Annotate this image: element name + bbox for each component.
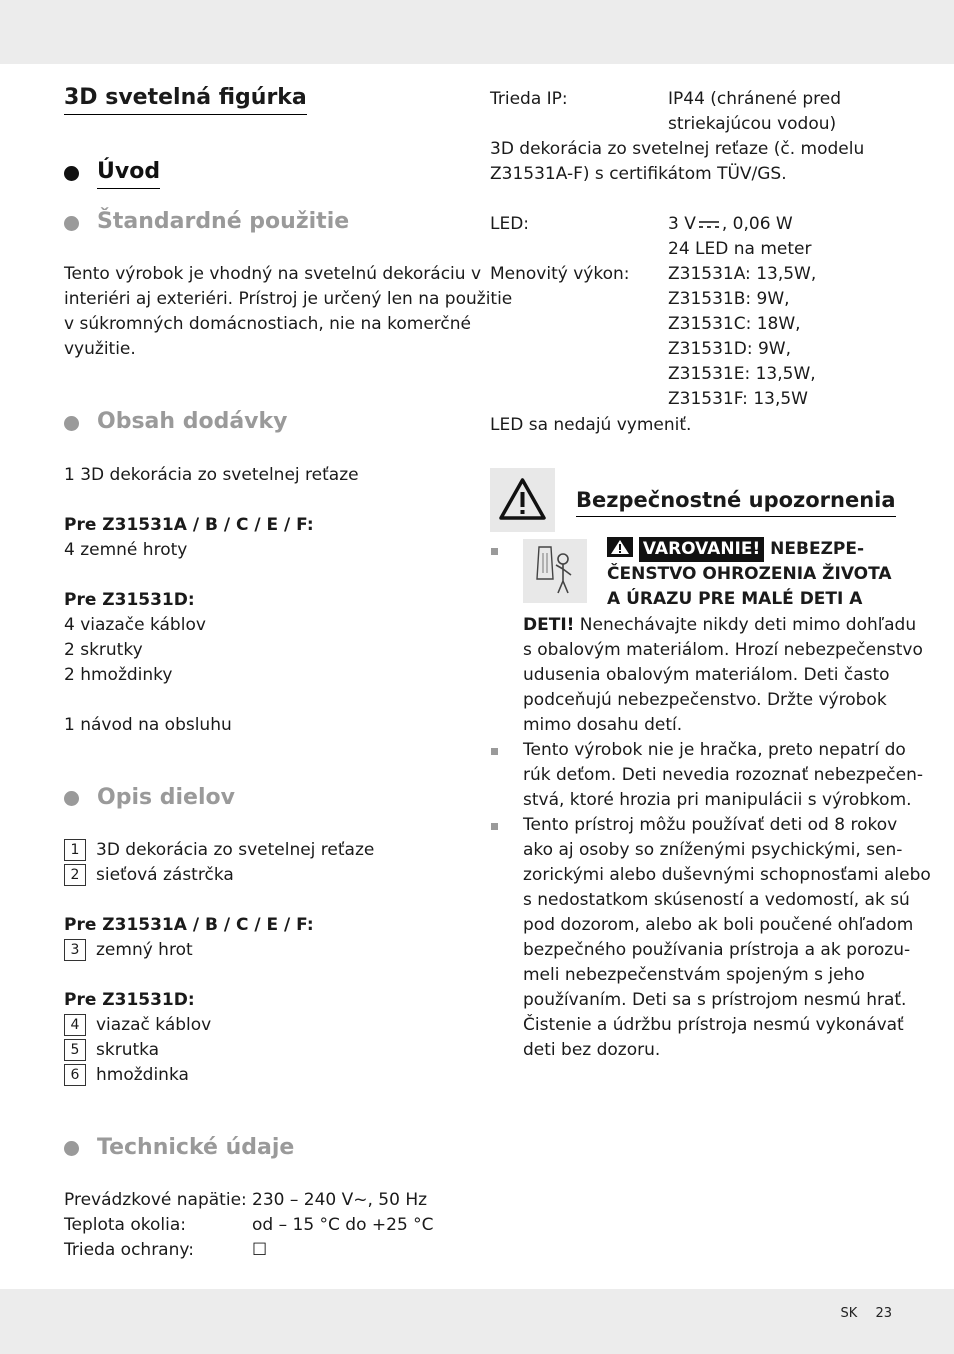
- ip-label: Trieda IP:: [490, 89, 568, 109]
- use-text-line: v súkromných domácnostiach, nie na komerčné: [64, 314, 471, 334]
- delivery-subheading: Pre Z31531D:: [64, 590, 195, 610]
- warning-bold-text: A ÚRAZU PRE MALÉ DETI A: [607, 589, 863, 609]
- part-number: 4: [64, 1014, 86, 1036]
- warning-line: [607, 537, 864, 562]
- delivery-heading: Obsah dodávky: [97, 409, 288, 434]
- part-row: [64, 1013, 211, 1038]
- part-number: 1: [64, 839, 86, 861]
- bullet2-line: rúk deťom. Deti nevedia rozoznať nebezpečen-: [523, 765, 924, 785]
- part-label: viazač káblov: [96, 1015, 212, 1035]
- warning-text-line: udusenia obalovým materiálom. Deti často: [523, 665, 890, 685]
- bullet3-line: Tento prístroj môžu používať deti od 8 rokov: [523, 815, 898, 835]
- bullet-dot: [64, 791, 79, 806]
- cert-text: 3D dekorácia zo svetelnej reťaze (č. modelu: [490, 139, 865, 159]
- safety-heading: Bezpečnostné upozornenia: [576, 486, 896, 517]
- use-heading: Štandardné použitie: [97, 209, 350, 234]
- part-number: 6: [64, 1064, 86, 1086]
- delivery-item: 2 hmoždinky: [64, 665, 173, 685]
- bullet-dot: [64, 166, 79, 181]
- parts-heading: Opis dielov: [97, 785, 235, 810]
- dc-symbol-icon: [697, 217, 721, 231]
- warning-deti: DETI!: [523, 615, 575, 635]
- use-text-line: Tento výrobok je vhodný na svetelnú dekoráciu v: [64, 264, 482, 284]
- delivery-item: 1 návod na obsluhu: [64, 715, 232, 735]
- delivery-item: 4 zemné hroty: [64, 540, 188, 560]
- bullet3-line: bezpečného používania prístroja a ak porozu-: [523, 940, 911, 960]
- delivery-subheading: Pre Z31531A / B / C / E / F:: [64, 515, 314, 535]
- part-number: 3: [64, 939, 86, 961]
- top-band: [0, 0, 954, 64]
- power-value: Z31531E: 13,5W,: [668, 364, 816, 384]
- part-row: [64, 838, 374, 863]
- bottom-band: [0, 1289, 954, 1354]
- power-value: Z31531F: 13,5W: [668, 389, 808, 409]
- led-voltage: 3 V: [668, 214, 696, 234]
- warning-bold-text: ČENSTVO OHROZENIA ŽIVOTA: [607, 564, 892, 584]
- bullet3-line: ako aj osoby so zníženými psychickými, sen-: [523, 840, 903, 860]
- use-text-line: interiéri aj exteriéri. Prístroj je určený len na použitie: [64, 289, 513, 309]
- warning-text-line: s obalovým materiálom. Hrozí nebezpečenstvo: [523, 640, 923, 660]
- power-value: Z31531C: 18W,: [668, 314, 801, 334]
- list-bullet: [491, 748, 498, 755]
- part-row: [64, 1038, 159, 1063]
- protection-class-icon: ☐: [252, 1240, 268, 1260]
- list-bullet: [491, 823, 498, 830]
- tech-label: Teplota okolia:: [64, 1215, 186, 1235]
- led-power: , 0,06 W: [721, 214, 793, 234]
- power-value: Z31531D: 9W,: [668, 339, 791, 359]
- bullet-dot: [64, 416, 79, 431]
- part-label: zemný hrot: [96, 940, 193, 960]
- bullet3-line: s nedostatkom skúseností a vedomostí, ak sú: [523, 890, 910, 910]
- power-value: Z31531B: 9W,: [668, 289, 790, 309]
- led-value: 24 LED na meter: [668, 239, 812, 259]
- warning-triangle-icon: [490, 468, 555, 532]
- delivery-item: 1 3D dekorácia zo svetelnej reťaze: [64, 465, 359, 485]
- part-label: 3D dekorácia zo svetelnej reťaze: [96, 840, 375, 860]
- delivery-item: 2 skrutky: [64, 640, 143, 660]
- bullet-dot: [64, 216, 79, 231]
- ip-value: striekajúcou vodou): [668, 114, 837, 134]
- list-bullet: [491, 548, 498, 555]
- intro-heading: Úvod: [97, 158, 160, 189]
- part-label: skrutka: [96, 1040, 160, 1060]
- use-text-line: využitie.: [64, 339, 136, 359]
- page-footer: [827, 1306, 892, 1321]
- tech-label: Prevádzkové napätie:: [64, 1190, 247, 1210]
- delivery-item: 4 viazače káblov: [64, 615, 206, 635]
- power-value: Z31531A: 13,5W,: [668, 264, 817, 284]
- warning-rest: Nenechávajte nikdy deti mimo dohľadu: [574, 615, 917, 635]
- part-number: 2: [64, 864, 86, 886]
- led-note: LED sa nedajú vymeniť.: [490, 415, 692, 435]
- bullet2-line: Tento výrobok nie je hračka, preto nepatrí do: [523, 740, 906, 760]
- parts-subheading: Pre Z31531D:: [64, 990, 195, 1010]
- bullet3-line: meli nebezpečenstvám spojeným s jeho: [523, 965, 865, 985]
- small-warning-icon: [607, 537, 633, 557]
- parts-subheading: Pre Z31531A / B / C / E / F:: [64, 915, 314, 935]
- footer-language: SK: [840, 1306, 858, 1321]
- tech-value: 230 – 240 V~, 50 Hz: [252, 1190, 428, 1210]
- warning-triangle-box: [490, 468, 555, 532]
- footer-page-number: 23: [875, 1306, 892, 1321]
- part-label: sieťová zástrčka: [96, 865, 234, 885]
- bullet3-line: deti bez dozoru.: [523, 1040, 661, 1060]
- power-label: Menovitý výkon:: [490, 264, 630, 284]
- bullet-dot: [64, 1141, 79, 1156]
- tech-heading: Technické údaje: [97, 1135, 295, 1160]
- led-value: [668, 212, 793, 237]
- part-row: [64, 863, 234, 888]
- child-with-bag-icon: [523, 539, 587, 603]
- warning-bold-text: NEBEZPE-: [770, 539, 865, 559]
- warning-badge: VAROVANIE!: [639, 537, 764, 562]
- cert-text: Z31531A-F) s certifikátom TÜV/GS.: [490, 164, 787, 184]
- warning-text-line: [523, 613, 916, 638]
- part-row: [64, 938, 193, 963]
- child-warning-box: [523, 539, 587, 603]
- tech-value: od – 15 °C do +25 °C: [252, 1215, 434, 1235]
- ip-value: IP44 (chránené pred: [668, 89, 841, 109]
- warning-text-line: podceňujú nebezpečenstvo. Držte výrobok: [523, 690, 887, 710]
- bullet2-line: stvá, ktoré hrozia pri manipulácii s výrobkom.: [523, 790, 912, 810]
- led-label: LED:: [490, 214, 530, 234]
- bullet3-line: pod dozorom, alebo ak boli poučené ohľadom: [523, 915, 914, 935]
- part-row: [64, 1063, 189, 1088]
- page-title: 3D svetelná figúrka: [64, 84, 307, 115]
- part-number: 5: [64, 1039, 86, 1061]
- part-label: hmoždinka: [96, 1065, 189, 1085]
- bullet3-line: zorickými alebo duševnými schopnosťami alebo: [523, 865, 931, 885]
- bullet3-line: používaním. Deti sa s prístrojom nesmú hrať.: [523, 990, 907, 1010]
- tech-label: Trieda ochrany:: [64, 1240, 194, 1260]
- warning-text-line: mimo dosahu detí.: [523, 715, 683, 735]
- bullet3-line: Čistenie a údržbu prístroja nesmú vykonávať: [523, 1015, 904, 1035]
